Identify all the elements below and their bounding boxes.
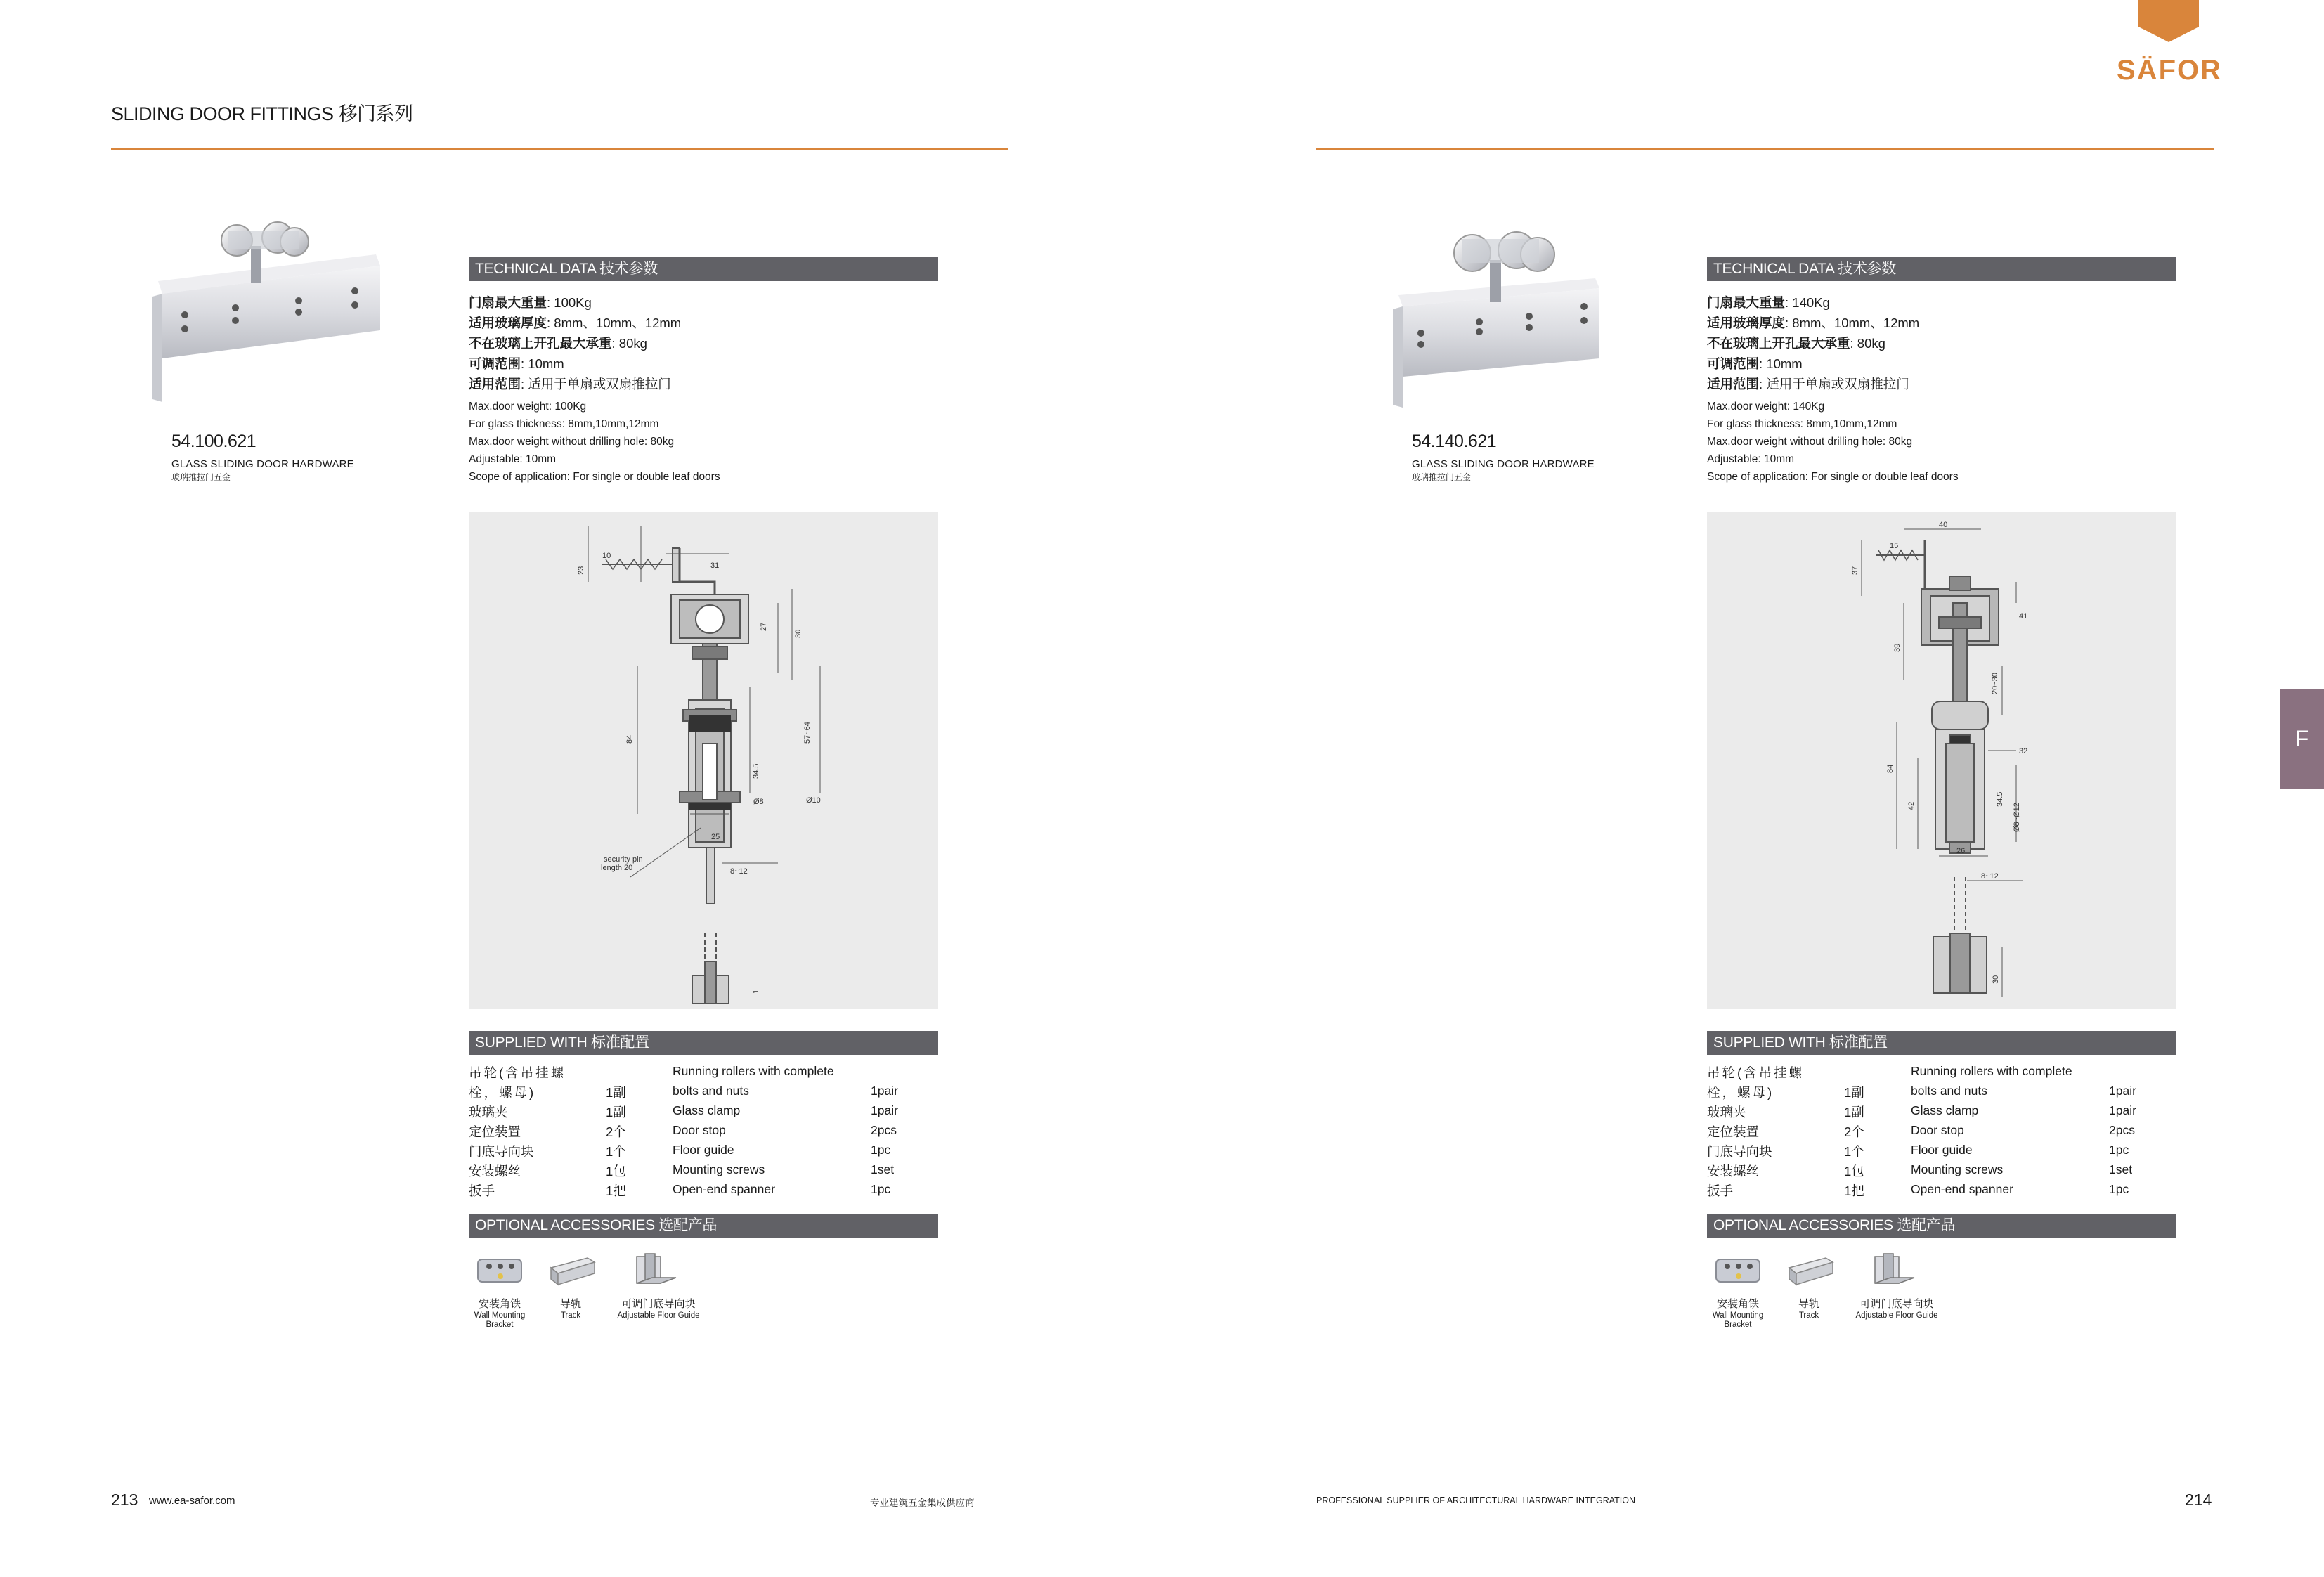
supplied-qty-cn: 2个 [1844, 1124, 1864, 1139]
supplied-qty-en: 1set [871, 1162, 895, 1176]
supplied-qty-cn: 1个 [1844, 1144, 1864, 1159]
dimension-label: security pin [604, 855, 643, 864]
dimension-label: 42 [1907, 801, 1916, 810]
dimension-label: 84 [1886, 764, 1895, 773]
supplied-item-en: Floor guide [673, 1143, 734, 1157]
dimension-label: 32 [2019, 747, 2028, 755]
supplied-item-cn: 栓，螺母) [1707, 1085, 1774, 1100]
supplied-qty-cn: 1把 [606, 1183, 626, 1198]
dimension-label: 39 [1893, 643, 1902, 652]
supplied-item-en: Running rollers with complete [1911, 1064, 2072, 1078]
accessory-name-en: Adjustable Floor Guide [617, 1311, 700, 1320]
dimension-label: 15 [1890, 542, 1899, 550]
supplied-item-en: Running rollers with complete [673, 1064, 834, 1078]
wall-bracket-icon[interactable] [1715, 1257, 1761, 1285]
supplied-item-cn: 玻璃夹 [469, 1105, 508, 1120]
page-title: SLIDING DOOR FITTINGS 移门系列 [111, 103, 413, 124]
dimension-label: 34.5 [752, 763, 760, 779]
supplied-item-en: Mounting screws [673, 1162, 765, 1176]
supplied-qty-en: 1pair [871, 1103, 898, 1117]
tech-line: 可调范围: 10mm [1707, 356, 1803, 371]
dimension-label: Ø8~Ø12 [2013, 803, 2021, 832]
tech-line: 门扇最大重量: 140Kg [1707, 295, 1830, 310]
track-icon[interactable] [548, 1255, 596, 1286]
tech-line: 适用范围: 适用于单扇或双扇推拉门 [1707, 377, 1909, 391]
supplied-qty-en: 1pc [2109, 1182, 2129, 1196]
supplied-qty-cn: 1副 [1844, 1085, 1864, 1100]
supplied-with-header: SUPPLIED WITH 标准配置 [1707, 1031, 2176, 1055]
dimension-label: 30 [1992, 975, 2000, 984]
accessory-name-cn: 可调门底导向块 [1859, 1298, 1934, 1310]
supplied-qty-en: 2pcs [2109, 1123, 2135, 1137]
supplied-with-header: SUPPLIED WITH 标准配置 [469, 1031, 938, 1055]
tech-line: Scope of application: For single or double leaf doors [469, 471, 720, 483]
accessory-name-cn: 导轨 [559, 1298, 581, 1310]
floor-guide-icon[interactable] [632, 1252, 680, 1287]
supplied-qty-cn: 1包 [606, 1164, 626, 1179]
dimension-label: 34.5 [1996, 791, 2004, 807]
optional-accessories-header: OPTIONAL ACCESSORIES 选配产品 [469, 1214, 938, 1238]
dimension-label: 31 [710, 562, 720, 570]
accessory-name-en: Track [560, 1311, 581, 1320]
tech-line: For glass thickness: 8mm,10mm,12mm [469, 418, 659, 430]
dimension-label: length 20 [601, 864, 633, 872]
tech-line: 门扇最大重量: 100Kg [469, 295, 592, 310]
accessory-name-en: Wall Mounting Bracket [474, 1311, 526, 1329]
tech-line: Scope of application: For single or double leaf doors [1707, 471, 1959, 483]
tech-line: 适用玻璃厚度: 8mm、10mm、12mm [469, 316, 682, 330]
dimension-label: 25 [711, 833, 720, 841]
supplied-item-cn: 安装螺丝 [1707, 1164, 1760, 1179]
supplied-qty-en: 1pair [2109, 1084, 2136, 1098]
technical-drawing-right [1707, 512, 2176, 1009]
wall-bracket-icon[interactable] [476, 1257, 523, 1285]
supplied-qty-en: 1pc [871, 1182, 891, 1196]
tech-line: 不在玻璃上开孔最大承重: 80kg [1707, 336, 1885, 351]
accessory-name-cn: 导轨 [1798, 1298, 1819, 1310]
supplied-item-cn: 定位装置 [1707, 1124, 1760, 1139]
supplied-item-cn: 吊轮(含吊挂螺 [1707, 1065, 1805, 1080]
supplied-qty-en: 2pcs [871, 1123, 897, 1137]
supplied-qty-en: 1pc [2109, 1143, 2129, 1157]
supplied-qty-cn: 1副 [606, 1105, 626, 1120]
product-photo-left [144, 218, 383, 408]
supplied-item-en: Floor guide [1911, 1143, 1973, 1157]
supplied-item-cn: 扳手 [1707, 1183, 1734, 1198]
page-number-left: 213 [111, 1491, 138, 1509]
supplied-qty-cn: 1个 [606, 1144, 626, 1159]
supplied-qty-cn: 1把 [1844, 1183, 1864, 1198]
tech-line: 不在玻璃上开孔最大承重: 80kg [469, 336, 647, 351]
dimension-label: 27 [760, 622, 768, 631]
logo-mark-icon [2138, 0, 2199, 42]
dimension-label: 1 [752, 989, 760, 994]
section-tab[interactable]: F [2280, 689, 2324, 788]
tech-line: Max.door weight without drilling hole: 80kg [469, 436, 675, 448]
dimension-label: 10 [602, 552, 611, 560]
supplied-item-en: Mounting screws [1911, 1162, 2004, 1176]
floor-guide-icon[interactable] [1871, 1252, 1919, 1287]
supplied-qty-cn: 1副 [1844, 1105, 1864, 1120]
page-number-right: 214 [2185, 1491, 2212, 1509]
supplied-qty-en: 1pair [871, 1084, 898, 1098]
supplied-item-en: Open-end spanner [1911, 1182, 2013, 1196]
product-subtitle-en: GLASS SLIDING DOOR HARDWARE [1412, 458, 1595, 470]
dimension-label: 26 [1956, 847, 1966, 855]
tech-line: Max.door weight: 140Kg [1707, 401, 1825, 413]
model-number: 54.100.621 [171, 431, 257, 451]
supplied-item-cn: 玻璃夹 [1707, 1105, 1746, 1120]
dimension-label: 8~12 [730, 867, 748, 876]
supplied-item-cn: 门底导向块 [469, 1144, 534, 1159]
supplied-item-cn: 定位装置 [469, 1124, 521, 1139]
dimension-label: 41 [2019, 612, 2028, 621]
supplied-qty-cn: 1副 [606, 1085, 626, 1100]
supplied-item-en: Open-end spanner [673, 1182, 775, 1196]
dimension-label: 40 [1939, 521, 1948, 529]
supplied-qty-en: 1set [2109, 1162, 2133, 1176]
dimension-label: 23 [577, 566, 585, 575]
tech-line: For glass thickness: 8mm,10mm,12mm [1707, 418, 1897, 430]
tech-data-header: TECHNICAL DATA 技术参数 [469, 257, 938, 281]
supplied-item-en: Glass clamp [673, 1103, 741, 1117]
accessory-name-cn: 安装角铁 [1716, 1298, 1759, 1310]
optional-accessories-header: OPTIONAL ACCESSORIES 选配产品 [1707, 1214, 2176, 1238]
header-divider-right [1316, 148, 2214, 150]
dimension-label: 84 [625, 734, 634, 744]
accessory-name-en: Track [1798, 1311, 1819, 1320]
track-icon[interactable] [1786, 1255, 1834, 1286]
supplied-qty-cn: 2个 [606, 1124, 626, 1139]
tech-line: Adjustable: 10mm [469, 453, 557, 465]
supplied-item-en: bolts and nuts [1911, 1084, 1987, 1098]
product-subtitle-en: GLASS SLIDING DOOR HARDWARE [171, 458, 354, 470]
dimension-label: 30 [794, 629, 803, 638]
supplied-qty-cn: 1包 [1844, 1164, 1864, 1179]
supplied-item-en: Door stop [673, 1123, 726, 1137]
product-subtitle-cn: 玻璃推拉门五金 [171, 472, 231, 482]
dimension-label: Ø8 [753, 798, 764, 806]
supplied-item-en: bolts and nuts [673, 1084, 749, 1098]
tech-line: 适用范围: 适用于单扇或双扇推拉门 [469, 377, 671, 391]
supplied-qty-en: 1pair [2109, 1103, 2136, 1117]
brand-logo: SÄFOR [2117, 55, 2222, 86]
footer-slogan-cn: 专业建筑五金集成供应商 [870, 1498, 975, 1508]
website-link[interactable]: www.ea-safor.com [149, 1495, 235, 1507]
tech-line: Adjustable: 10mm [1707, 453, 1795, 465]
dimension-label: 8~12 [1981, 872, 1999, 881]
dimension-label: 20~30 [1991, 673, 1999, 694]
tech-line: 适用玻璃厚度: 8mm、10mm、12mm [1707, 316, 1920, 330]
model-number: 54.140.621 [1412, 431, 1497, 451]
supplied-qty-en: 1pc [871, 1143, 891, 1157]
dimension-label: 57~64 [803, 722, 812, 744]
product-subtitle-cn: 玻璃推拉门五金 [1412, 472, 1472, 482]
tech-data-header: TECHNICAL DATA 技术参数 [1707, 257, 2176, 281]
dimension-label: 37 [1851, 566, 1859, 575]
supplied-item-cn: 安装螺丝 [469, 1164, 521, 1179]
supplied-item-cn: 门底导向块 [1707, 1144, 1772, 1159]
supplied-item-cn: 栓，螺母) [469, 1085, 536, 1100]
tech-line: Max.door weight: 100Kg [469, 401, 587, 413]
header-divider-left [111, 148, 1008, 150]
accessory-name-cn: 安装角铁 [478, 1298, 521, 1310]
supplied-item-en: Glass clamp [1911, 1103, 1979, 1117]
accessory-name-en: Wall Mounting Bracket [1712, 1311, 1764, 1329]
accessory-name-en: Adjustable Floor Guide [1855, 1311, 1938, 1320]
footer-slogan-en: PROFESSIONAL SUPPLIER OF ARCHITECTURAL HARDWARE INTEGRATION [1316, 1495, 1635, 1505]
tech-line: 可调范围: 10mm [469, 356, 564, 371]
supplied-item-en: Door stop [1911, 1123, 1964, 1137]
accessory-name-cn: 可调门底导向块 [621, 1298, 696, 1310]
supplied-item-cn: 吊轮(含吊挂螺 [469, 1065, 566, 1080]
tech-line: Max.door weight without drilling hole: 80kg [1707, 436, 1913, 448]
technical-drawing-left [469, 512, 938, 1009]
dimension-label: Ø10 [806, 796, 821, 805]
product-photo-right [1384, 218, 1623, 408]
supplied-item-cn: 扳手 [469, 1183, 495, 1198]
